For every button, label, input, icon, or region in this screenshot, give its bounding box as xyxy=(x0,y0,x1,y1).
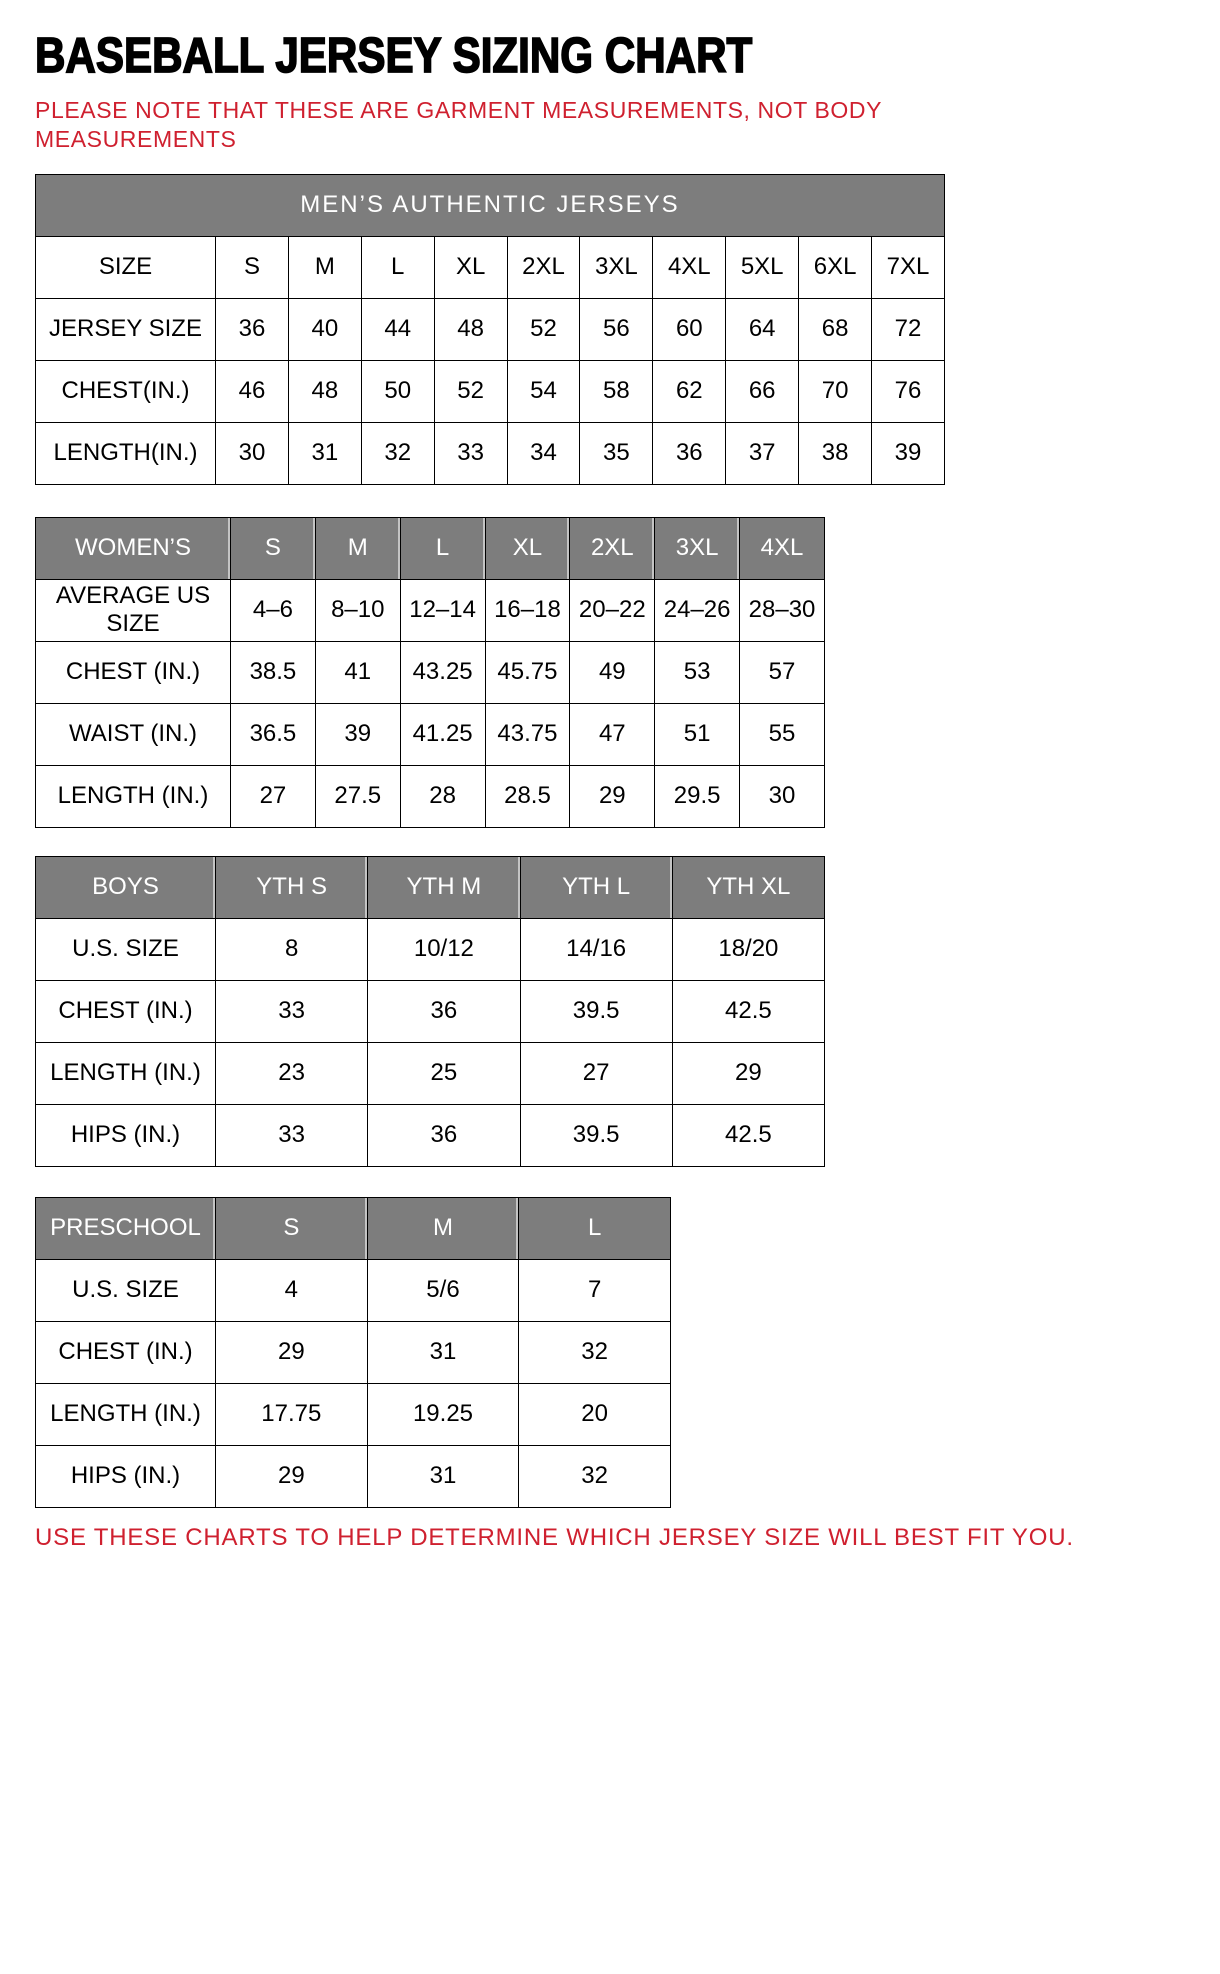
data-cell: 5XL xyxy=(726,236,799,298)
data-cell: 29 xyxy=(570,765,655,827)
row-label-cell: LENGTH (IN.) xyxy=(36,765,231,827)
data-cell: 28 xyxy=(400,765,485,827)
data-cell: 66 xyxy=(726,360,799,422)
data-cell: 2XL xyxy=(507,236,580,298)
row-label-cell: CHEST (IN.) xyxy=(36,1321,216,1383)
data-cell: 10/12 xyxy=(368,918,520,980)
data-cell: 33 xyxy=(434,422,507,484)
data-cell: 44 xyxy=(361,298,434,360)
table-header-cell: S xyxy=(231,517,316,579)
row-label-cell: WAIST (IN.) xyxy=(36,703,231,765)
row-label-cell: U.S. SIZE xyxy=(36,1259,216,1321)
table-header-cell: L xyxy=(519,1197,671,1259)
data-cell: 14/16 xyxy=(520,918,672,980)
data-cell: 36 xyxy=(368,980,520,1042)
data-cell: 8 xyxy=(216,918,368,980)
table-row xyxy=(36,1321,671,1383)
data-cell: 70 xyxy=(799,360,872,422)
data-cell: 54 xyxy=(507,360,580,422)
data-cell: 37 xyxy=(726,422,799,484)
table-header-cell: XL xyxy=(485,517,570,579)
data-cell: 49 xyxy=(570,641,655,703)
data-cell: 36 xyxy=(368,1104,520,1166)
data-cell: XL xyxy=(434,236,507,298)
data-cell: 39 xyxy=(872,422,945,484)
data-cell: 41.25 xyxy=(400,703,485,765)
womens-jerseys-table xyxy=(35,517,825,828)
table-row xyxy=(36,1445,671,1507)
data-cell: 27 xyxy=(520,1042,672,1104)
data-cell: 62 xyxy=(653,360,726,422)
data-cell: 32 xyxy=(361,422,434,484)
data-cell: 38.5 xyxy=(231,641,316,703)
data-cell: 6XL xyxy=(799,236,872,298)
data-cell: 41 xyxy=(315,641,400,703)
row-label-cell: LENGTH (IN.) xyxy=(36,1042,216,1104)
data-cell: 47 xyxy=(570,703,655,765)
table-header-cell: S xyxy=(216,1197,368,1259)
data-cell: 45.75 xyxy=(485,641,570,703)
data-cell: 60 xyxy=(653,298,726,360)
table-header-cell: M xyxy=(367,1197,519,1259)
data-cell: 30 xyxy=(740,765,825,827)
row-label-cell: CHEST(IN.) xyxy=(36,360,216,422)
table-row xyxy=(36,918,825,980)
data-cell: 68 xyxy=(799,298,872,360)
data-cell: 48 xyxy=(288,360,361,422)
data-cell: 28–30 xyxy=(740,579,825,641)
table-header-row xyxy=(36,856,825,918)
data-cell: 76 xyxy=(872,360,945,422)
row-label-cell: HIPS (IN.) xyxy=(36,1445,216,1507)
data-cell: 17.75 xyxy=(216,1383,368,1445)
mens-jerseys-table xyxy=(35,174,945,485)
table-row xyxy=(36,422,945,484)
data-cell: 7 xyxy=(519,1259,671,1321)
data-cell: 4XL xyxy=(653,236,726,298)
data-cell: 39 xyxy=(315,703,400,765)
data-cell: 36.5 xyxy=(231,703,316,765)
data-cell: 20 xyxy=(519,1383,671,1445)
data-cell: 4–6 xyxy=(231,579,316,641)
data-cell: 32 xyxy=(519,1445,671,1507)
table-row xyxy=(36,1042,825,1104)
data-cell: 27.5 xyxy=(315,765,400,827)
data-cell: 55 xyxy=(740,703,825,765)
data-cell: 40 xyxy=(288,298,361,360)
table-row xyxy=(36,360,945,422)
data-cell: 35 xyxy=(580,422,653,484)
data-cell: 29 xyxy=(216,1321,368,1383)
table-header-label: BOYS xyxy=(36,856,216,918)
table-header-cell: 2XL xyxy=(570,517,655,579)
data-cell: 39.5 xyxy=(520,1104,672,1166)
row-label-cell: AVERAGE US SIZE xyxy=(36,579,231,641)
table-header-cell: L xyxy=(400,517,485,579)
data-cell: 3XL xyxy=(580,236,653,298)
table-header-cell: YTH M xyxy=(368,856,520,918)
data-cell: 39.5 xyxy=(520,980,672,1042)
row-label-cell: CHEST (IN.) xyxy=(36,980,216,1042)
data-cell: 43.75 xyxy=(485,703,570,765)
data-cell: 16–18 xyxy=(485,579,570,641)
row-label-cell: U.S. SIZE xyxy=(36,918,216,980)
fit-advice-footer: USE THESE CHARTS TO HELP DETERMINE WHICH JERSEY SIZE WILL BEST FIT YOU. xyxy=(35,1523,1074,1551)
table-row xyxy=(36,980,825,1042)
preschool-jerseys-table xyxy=(35,1197,671,1508)
data-cell: 25 xyxy=(368,1042,520,1104)
data-cell: 53 xyxy=(655,641,740,703)
data-cell: 42.5 xyxy=(672,1104,824,1166)
data-cell: 32 xyxy=(519,1321,671,1383)
data-cell: 18/20 xyxy=(672,918,824,980)
data-cell: 19.25 xyxy=(367,1383,519,1445)
table-banner-row xyxy=(36,174,945,236)
data-cell: L xyxy=(361,236,434,298)
data-cell: 34 xyxy=(507,422,580,484)
data-cell: 33 xyxy=(216,980,368,1042)
data-cell: 48 xyxy=(434,298,507,360)
data-cell: 72 xyxy=(872,298,945,360)
data-cell: 29 xyxy=(672,1042,824,1104)
table-header-cell: 4XL xyxy=(740,517,825,579)
table-header-label: PRESCHOOL xyxy=(36,1197,216,1259)
table-row xyxy=(36,579,825,641)
data-cell: 31 xyxy=(367,1445,519,1507)
table-header-cell: M xyxy=(315,517,400,579)
data-cell: 30 xyxy=(216,422,289,484)
data-cell: 5/6 xyxy=(367,1259,519,1321)
data-cell: 52 xyxy=(507,298,580,360)
data-cell: 58 xyxy=(580,360,653,422)
data-cell: 23 xyxy=(216,1042,368,1104)
data-cell: 29.5 xyxy=(655,765,740,827)
data-cell: 36 xyxy=(653,422,726,484)
data-cell: 27 xyxy=(231,765,316,827)
row-label-cell: HIPS (IN.) xyxy=(36,1104,216,1166)
data-cell: 31 xyxy=(288,422,361,484)
data-cell: 7XL xyxy=(872,236,945,298)
data-cell: 12–14 xyxy=(400,579,485,641)
data-cell: 56 xyxy=(580,298,653,360)
data-cell: 42.5 xyxy=(672,980,824,1042)
row-label-cell: LENGTH(IN.) xyxy=(36,422,216,484)
data-cell: 57 xyxy=(740,641,825,703)
table-row xyxy=(36,703,825,765)
table-banner: MEN’S AUTHENTIC JERSEYS xyxy=(36,174,945,236)
boys-jerseys-table xyxy=(35,856,825,1167)
row-label-cell: LENGTH (IN.) xyxy=(36,1383,216,1445)
data-cell: S xyxy=(216,236,289,298)
data-cell: 52 xyxy=(434,360,507,422)
table-header-cell: YTH XL xyxy=(672,856,824,918)
data-cell: 24–26 xyxy=(655,579,740,641)
data-cell: 28.5 xyxy=(485,765,570,827)
data-cell: 33 xyxy=(216,1104,368,1166)
table-row xyxy=(36,1259,671,1321)
data-cell: 43.25 xyxy=(400,641,485,703)
page-title: BASEBALL JERSEY SIZING CHART xyxy=(35,29,753,83)
data-cell: 31 xyxy=(367,1321,519,1383)
data-cell: 4 xyxy=(216,1259,368,1321)
data-cell: 8–10 xyxy=(315,579,400,641)
table-row xyxy=(36,765,825,827)
table-header-row xyxy=(36,517,825,579)
data-cell: 29 xyxy=(216,1445,368,1507)
table-header-cell: 3XL xyxy=(655,517,740,579)
table-row xyxy=(36,298,945,360)
row-label-cell: SIZE xyxy=(36,236,216,298)
data-cell: 64 xyxy=(726,298,799,360)
table-header-cell: YTH L xyxy=(520,856,672,918)
row-label-cell: CHEST (IN.) xyxy=(36,641,231,703)
garment-measurements-note: PLEASE NOTE THAT THESE ARE GARMENT MEASUREMENTS, NOT BODY MEASUREMENTS xyxy=(35,97,882,152)
data-cell: 51 xyxy=(655,703,740,765)
table-row xyxy=(36,236,945,298)
table-row xyxy=(36,1104,825,1166)
data-cell: 50 xyxy=(361,360,434,422)
data-cell: M xyxy=(288,236,361,298)
table-header-row xyxy=(36,1197,671,1259)
data-cell: 38 xyxy=(799,422,872,484)
table-header-cell: YTH S xyxy=(216,856,368,918)
table-row xyxy=(36,641,825,703)
data-cell: 46 xyxy=(216,360,289,422)
data-cell: 20–22 xyxy=(570,579,655,641)
row-label-cell: JERSEY SIZE xyxy=(36,298,216,360)
table-row xyxy=(36,1383,671,1445)
table-header-label: WOMEN’S xyxy=(36,517,231,579)
data-cell: 36 xyxy=(216,298,289,360)
